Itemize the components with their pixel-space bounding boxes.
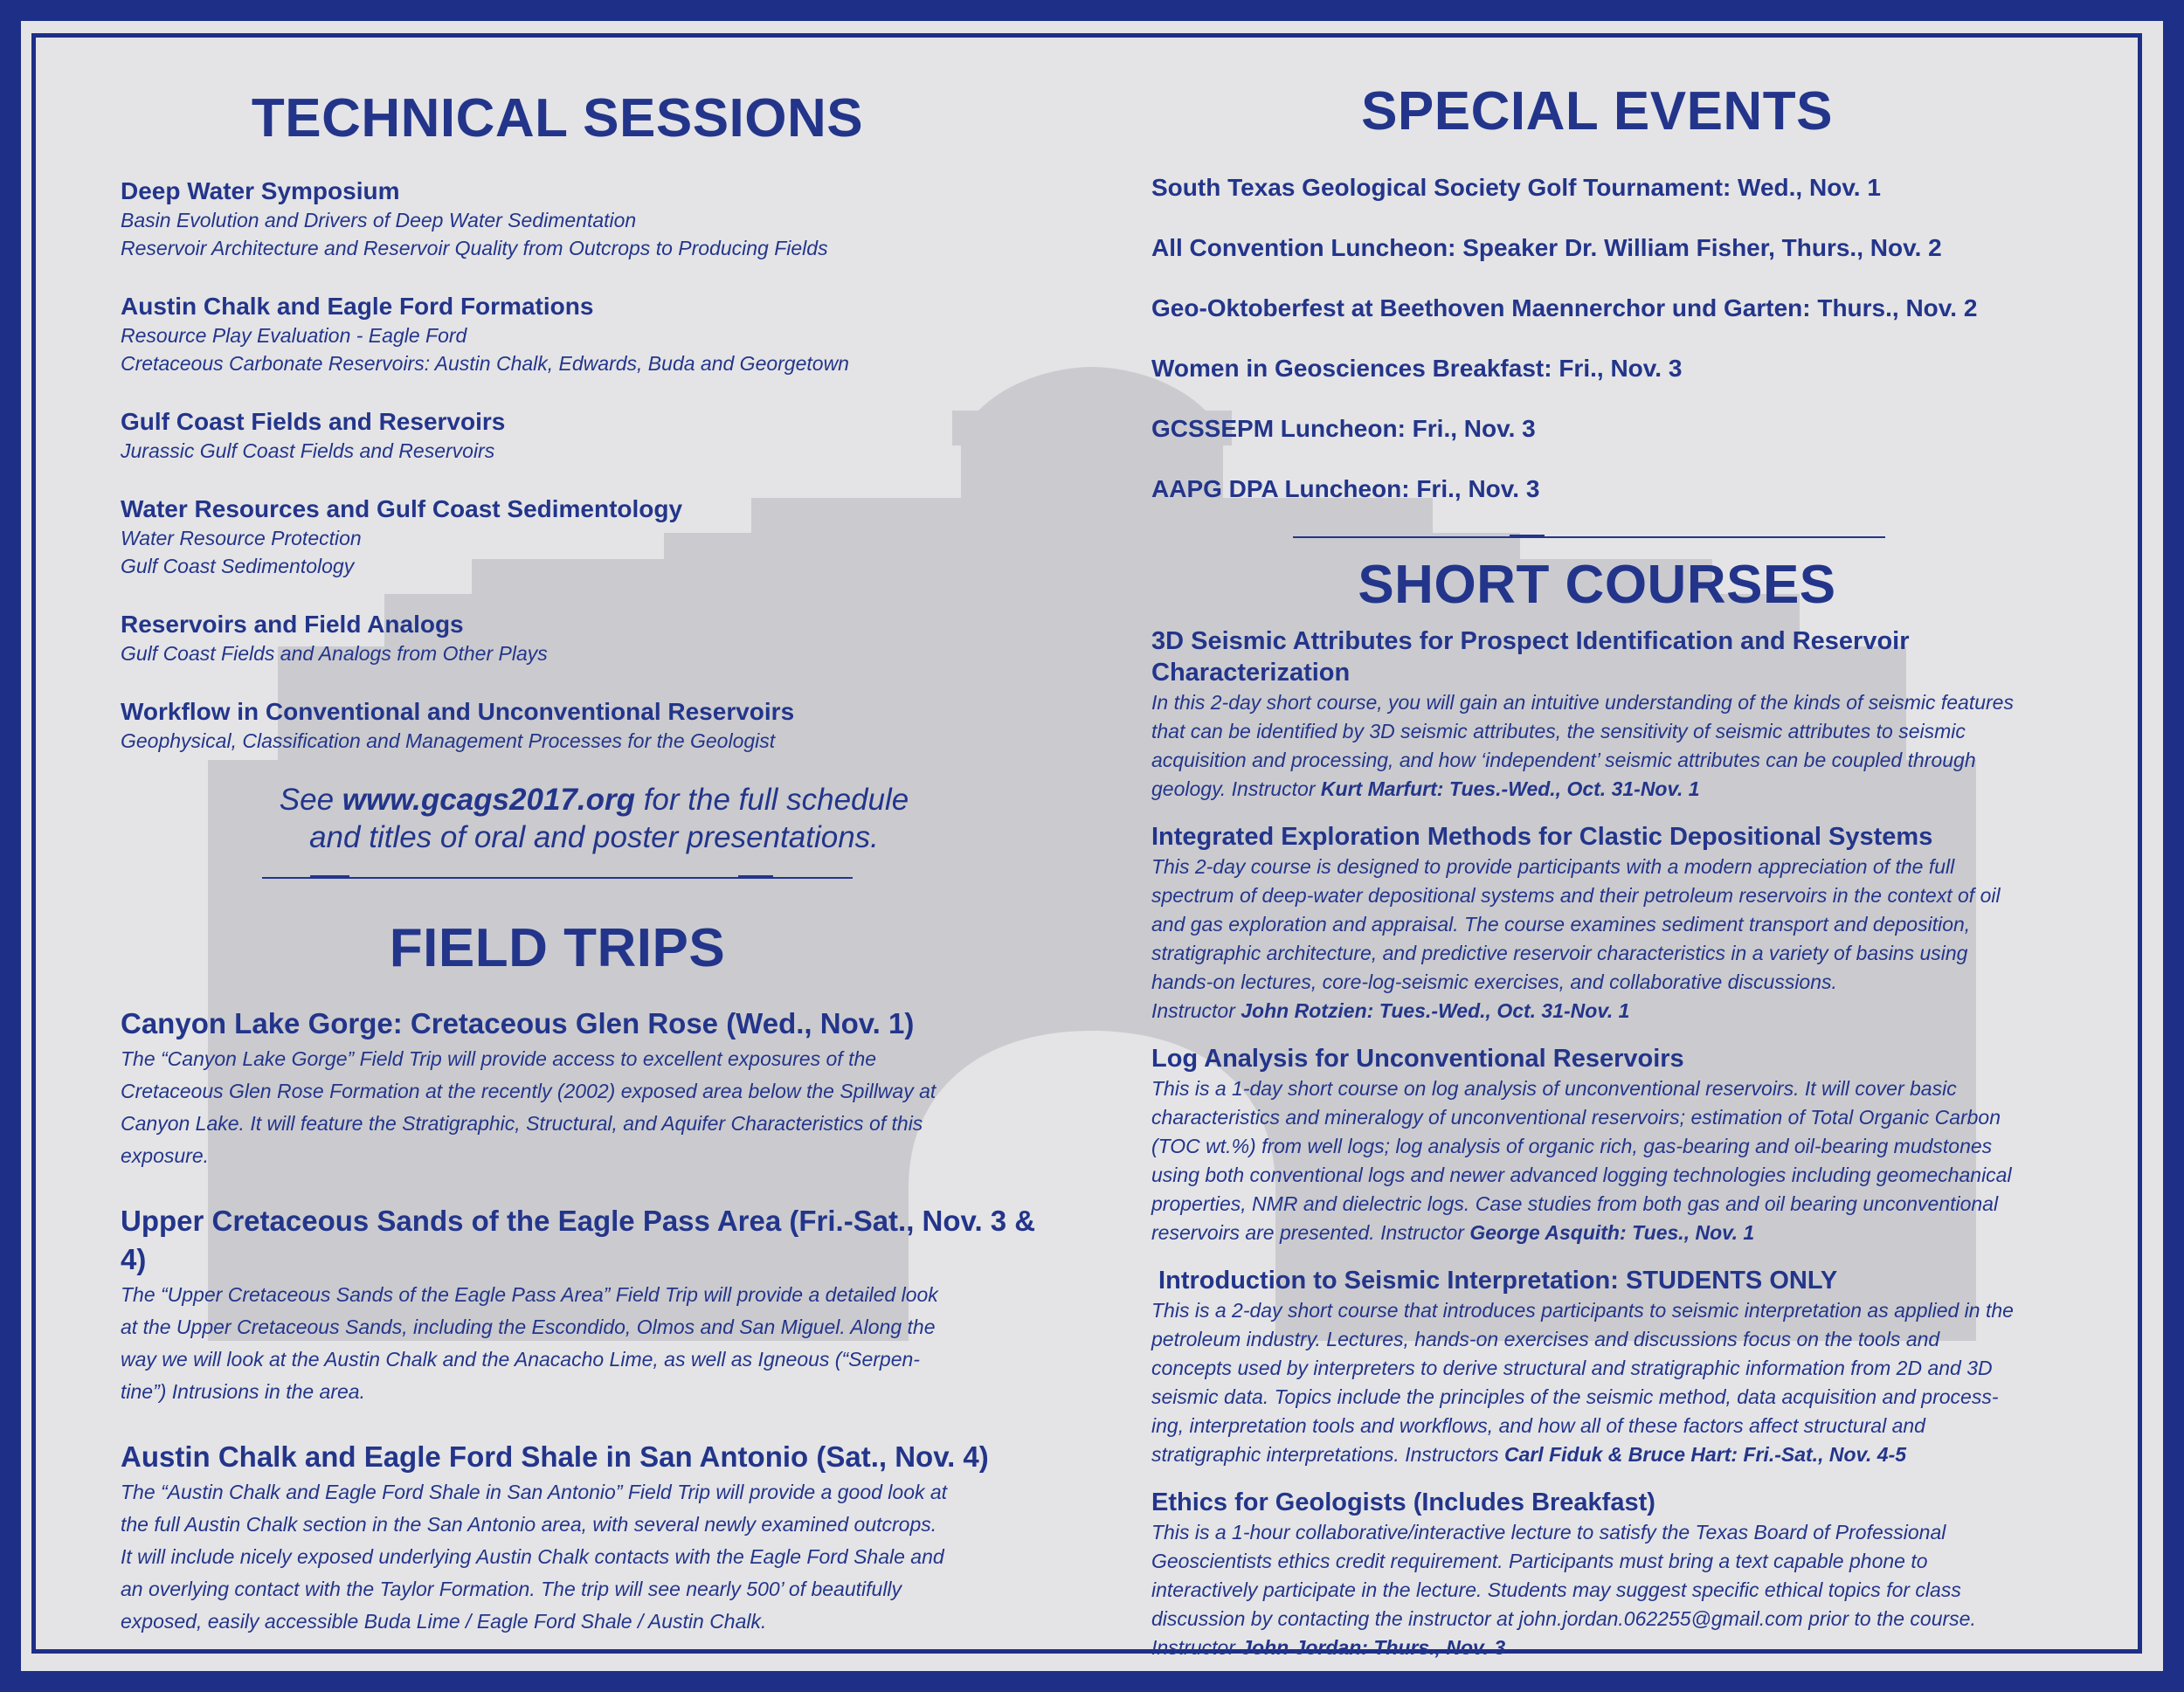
session-sub: Cretaceous Carbonate Reservoirs: Austin Chalk, Edwards, Buda and Georgetown <box>121 352 849 375</box>
field-trip-heading: Austin Chalk and Eagle Ford Shale in San Antonio (Sat., Nov. 4) <box>121 1440 989 1473</box>
see-prefix: See <box>279 783 342 817</box>
instructor-prefix: geology. Instructor <box>1151 777 1321 800</box>
session-sub: Water Resource Protection <box>121 527 362 549</box>
short-course-line: acquisition and processing, and how ‘independent’ seismic attributes can be coupled through <box>1151 749 1976 771</box>
session-heading: Deep Water Symposium <box>121 177 400 204</box>
session-item <box>121 407 1047 465</box>
session-item <box>121 610 1047 667</box>
session-sub: Resource Play Evaluation - Eagle Ford <box>121 324 467 347</box>
instructor-prefix: stratigraphic interpretations. Instructors <box>1151 1443 1504 1466</box>
short-course-line: discussion by contacting the instructor at john.jordan.062255@gmail.com prior to the course. <box>1151 1607 1976 1630</box>
short-course-line: ing, interpretation tools and workflows, and how all of these factors affect structural and <box>1151 1414 1925 1437</box>
session-item <box>121 697 1047 755</box>
short-course-heading: 3D Seismic Attributes for Prospect Identification and Reservoir Characterization <box>1151 627 1910 687</box>
special-event-item: GCSSEPM Luncheon: Fri., Nov. 3 <box>1151 415 1536 442</box>
technical-sessions-list <box>121 176 1047 784</box>
instructor-prefix: Instructor <box>1151 1636 1241 1659</box>
short-course-line: This is a 1-hour collaborative/interactive lecture to satisfy the Texas Board of Professional <box>1151 1521 1946 1544</box>
divider-right <box>1293 536 1885 538</box>
field-trip-line: an overlying contact with the Taylor Formation. The trip will see nearly 500’ of beautifully <box>121 1578 902 1600</box>
short-course-line: and gas exploration and appraisal. The course examines sediment transport and deposition, <box>1151 913 1971 936</box>
instructor-name: Carl Fiduk & Bruce Hart: Fri.-Sat., Nov. 4-5 <box>1503 1443 1907 1466</box>
instructor-name: Kurt Marfurt: Tues.-Wed., Oct. 31-Nov. 1 <box>1320 777 1700 800</box>
short-course-line: In this 2-day short course, you will gain an intuitive understanding of the kinds of seismic features <box>1151 691 2014 714</box>
instructor-prefix: Instructor <box>1151 999 1241 1022</box>
short-course-line: interactively participate in the lecture. Students may suggest specific ethical topics for class <box>1151 1578 1961 1601</box>
short-course-instructor-line <box>1151 1440 2104 1469</box>
special-events-list <box>1151 173 2112 535</box>
special-event-item: All Convention Luncheon: Speaker Dr. William Fisher, Thurs., Nov. 2 <box>1151 234 1942 261</box>
field-trip-heading: Upper Cretaceous Sands of the Eagle Pass Area (Fri.-Sat., Nov. 3 & 4) <box>121 1205 1036 1275</box>
instructor-name: George Asquith: Tues., Nov. 1 <box>1469 1221 1755 1244</box>
short-course-heading: Log Analysis for Unconventional Reservoirs <box>1151 1045 1684 1073</box>
short-course-instructor-line <box>1151 1633 2104 1662</box>
field-trip-item <box>121 1438 1038 1638</box>
short-course-line: seismic data. Topics include the principles of the seismic method, data acquisition and process- <box>1151 1385 1999 1408</box>
divider-left <box>262 877 853 879</box>
see-line2: and titles of oral and poster presentations. <box>309 820 879 854</box>
short-course-line: Geoscientists ethics credit requirement. Participants must bring a text capable phone to <box>1151 1550 1928 1572</box>
field-trip-line: exposed, easily accessible Buda Lime / Eagle Ford Shale / Austin Chalk. <box>121 1610 767 1633</box>
short-course-line: This is a 1-day short course on log analysis of unconventional reservoirs. It will cover basic <box>1151 1077 1957 1100</box>
field-trip-line: the full Austin Chalk section in the San Antonio area, with several newly examined outcrops. <box>121 1513 937 1536</box>
special-event-item: AAPG DPA Luncheon: Fri., Nov. 3 <box>1151 475 1540 502</box>
field-trip-line: at the Upper Cretaceous Sands, including the Escondido, Olmos and San Miguel. Along the <box>121 1316 936 1338</box>
session-heading: Water Resources and Gulf Coast Sedimentology <box>121 495 683 522</box>
short-course-heading: Introduction to Seismic Interpretation: STUDENTS ONLY <box>1151 1267 1838 1295</box>
see-suffix: for the full schedule <box>634 783 909 817</box>
short-course-item <box>1151 625 2104 804</box>
short-courses-title: SHORT COURSES <box>1358 555 1836 615</box>
instructor-name: John Rotzien: Tues.-Wed., Oct. 31-Nov. 1 <box>1241 999 1630 1022</box>
short-course-line: concepts used by interpreters to derive structural and stratigraphic information from 2D and 3D <box>1151 1357 1993 1379</box>
field-trip-line: The “Upper Cretaceous Sands of the Eagle Pass Area” Field Trip will provide a detailed look <box>121 1283 938 1306</box>
session-heading: Workflow in Conventional and Unconventional Reservoirs <box>121 698 795 725</box>
short-course-line: hands-on lectures, core-log-seismic exercises, and collaborative discussions. <box>1151 970 1837 993</box>
field-trip-item <box>121 1202 1038 1408</box>
short-course-instructor-line <box>1151 775 2104 804</box>
short-course-item <box>1151 1043 2104 1247</box>
field-trip-line: The “Austin Chalk and Eagle Ford Shale in San Antonio” Field Trip will provide a good look at <box>121 1481 948 1503</box>
short-course-line: This is a 2-day short course that introduces participants to seismic interpretation as applied in the <box>1151 1299 2014 1322</box>
website-link[interactable]: www.gcags2017.org <box>342 783 635 817</box>
session-heading: Gulf Coast Fields and Reservoirs <box>121 408 506 435</box>
session-item <box>121 494 1047 580</box>
special-event-item: Women in Geosciences Breakfast: Fri., Nov. 3 <box>1151 355 1683 382</box>
field-trips-list <box>121 1005 1038 1668</box>
short-course-item <box>1151 821 2104 1026</box>
session-item <box>121 292 1047 377</box>
instructor-prefix: reservoirs are presented. Instructor <box>1151 1221 1470 1244</box>
special-event-item: South Texas Geological Society Golf Tournament: Wed., Nov. 1 <box>1151 174 1881 201</box>
field-trip-line: It will include nicely exposed underlying Austin Chalk contacts with the Eagle Ford Shale and <box>121 1545 944 1568</box>
instructor-name: John Jordan: Thurs., Nov. 3 <box>1241 1636 1506 1659</box>
short-course-line: spectrum of deep-water depositional systems and their petroleum reservoirs in the context of oil <box>1151 884 2001 907</box>
special-event-item: Geo-Oktoberfest at Beethoven Maennerchor und Garten: Thurs., Nov. 2 <box>1151 294 1978 321</box>
technical-sessions-title: TECHNICAL SESSIONS <box>251 88 864 148</box>
session-heading: Reservoirs and Field Analogs <box>121 611 464 638</box>
field-trip-item <box>121 1005 1038 1172</box>
short-course-heading: Integrated Exploration Methods for Clastic Depositional Systems <box>1151 823 1933 851</box>
short-course-line: stratigraphic architecture, and predictive reservoir characteristics in a variety of basins using <box>1151 942 1968 964</box>
field-trips-title: FIELD TRIPS <box>389 918 726 978</box>
short-course-line: properties, NMR and dielectric logs. Case studies from both gas and oil bearing unconventional <box>1151 1192 1999 1215</box>
short-course-line: This 2-day course is designed to provide participants with a modern appreciation of the full <box>1151 855 1955 878</box>
session-item <box>121 176 1047 262</box>
special-events-title: SPECIAL EVENTS <box>1361 81 1833 142</box>
session-sub: Jurassic Gulf Coast Fields and Reservoirs <box>121 439 495 462</box>
short-course-heading: Ethics for Geologists (Includes Breakfast) <box>1151 1488 1655 1516</box>
session-sub: Reservoir Architecture and Reservoir Quality from Outcrops to Producing Fields <box>121 237 828 259</box>
schedule-note <box>175 781 1013 856</box>
short-course-item <box>1151 1487 2104 1662</box>
short-course-instructor-line <box>1151 997 2104 1026</box>
session-sub: Gulf Coast Sedimentology <box>121 555 355 577</box>
field-trip-line: Canyon Lake. It will feature the Stratigraphic, Structural, and Aquifer Characteristics of this <box>121 1112 923 1135</box>
short-course-line: (TOC wt.%) from well logs; log analysis of organic rich, gas-bearing and oil-bearing mudstones <box>1151 1135 1993 1157</box>
short-course-instructor-line <box>1151 1219 2104 1247</box>
short-course-line: petroleum industry. Lectures, hands-on exercises and discussions focus on the tools and <box>1151 1328 1940 1350</box>
field-trip-line: exposure. <box>121 1144 210 1167</box>
short-course-line: that can be identified by 3D seismic attributes, the sensitivity of seismic attributes to seismic <box>1151 720 1966 742</box>
field-trip-line: tine”) Intrusions in the area. <box>121 1380 365 1403</box>
short-course-line: using both conventional logs and newer advanced logging technologies including geomechanical <box>1151 1164 2012 1186</box>
field-trip-line: Cretaceous Glen Rose Formation at the recently (2002) exposed area below the Spillway at <box>121 1080 936 1102</box>
session-sub: Geophysical, Classification and Management Processes for the Geologist <box>121 729 776 752</box>
short-course-line: characteristics and mineralogy of unconventional reservoirs; estimation of Total Organic Carbon <box>1151 1106 2001 1129</box>
field-trip-heading: Canyon Lake Gorge: Cretaceous Glen Rose (Wed., Nov. 1) <box>121 1007 915 1039</box>
short-courses-list <box>1151 625 2104 1680</box>
field-trip-line: The “Canyon Lake Gorge” Field Trip will provide access to excellent exposures of the <box>121 1047 877 1070</box>
session-sub: Basin Evolution and Drivers of Deep Water Sedimentation <box>121 209 637 231</box>
session-heading: Austin Chalk and Eagle Ford Formations <box>121 293 594 320</box>
short-course-item <box>1151 1265 2104 1469</box>
field-trip-line: way we will look at the Austin Chalk and the Anacacho Lime, as well as Igneous (“Serpen- <box>121 1348 920 1371</box>
session-sub: Gulf Coast Fields and Analogs from Other Plays <box>121 642 548 665</box>
